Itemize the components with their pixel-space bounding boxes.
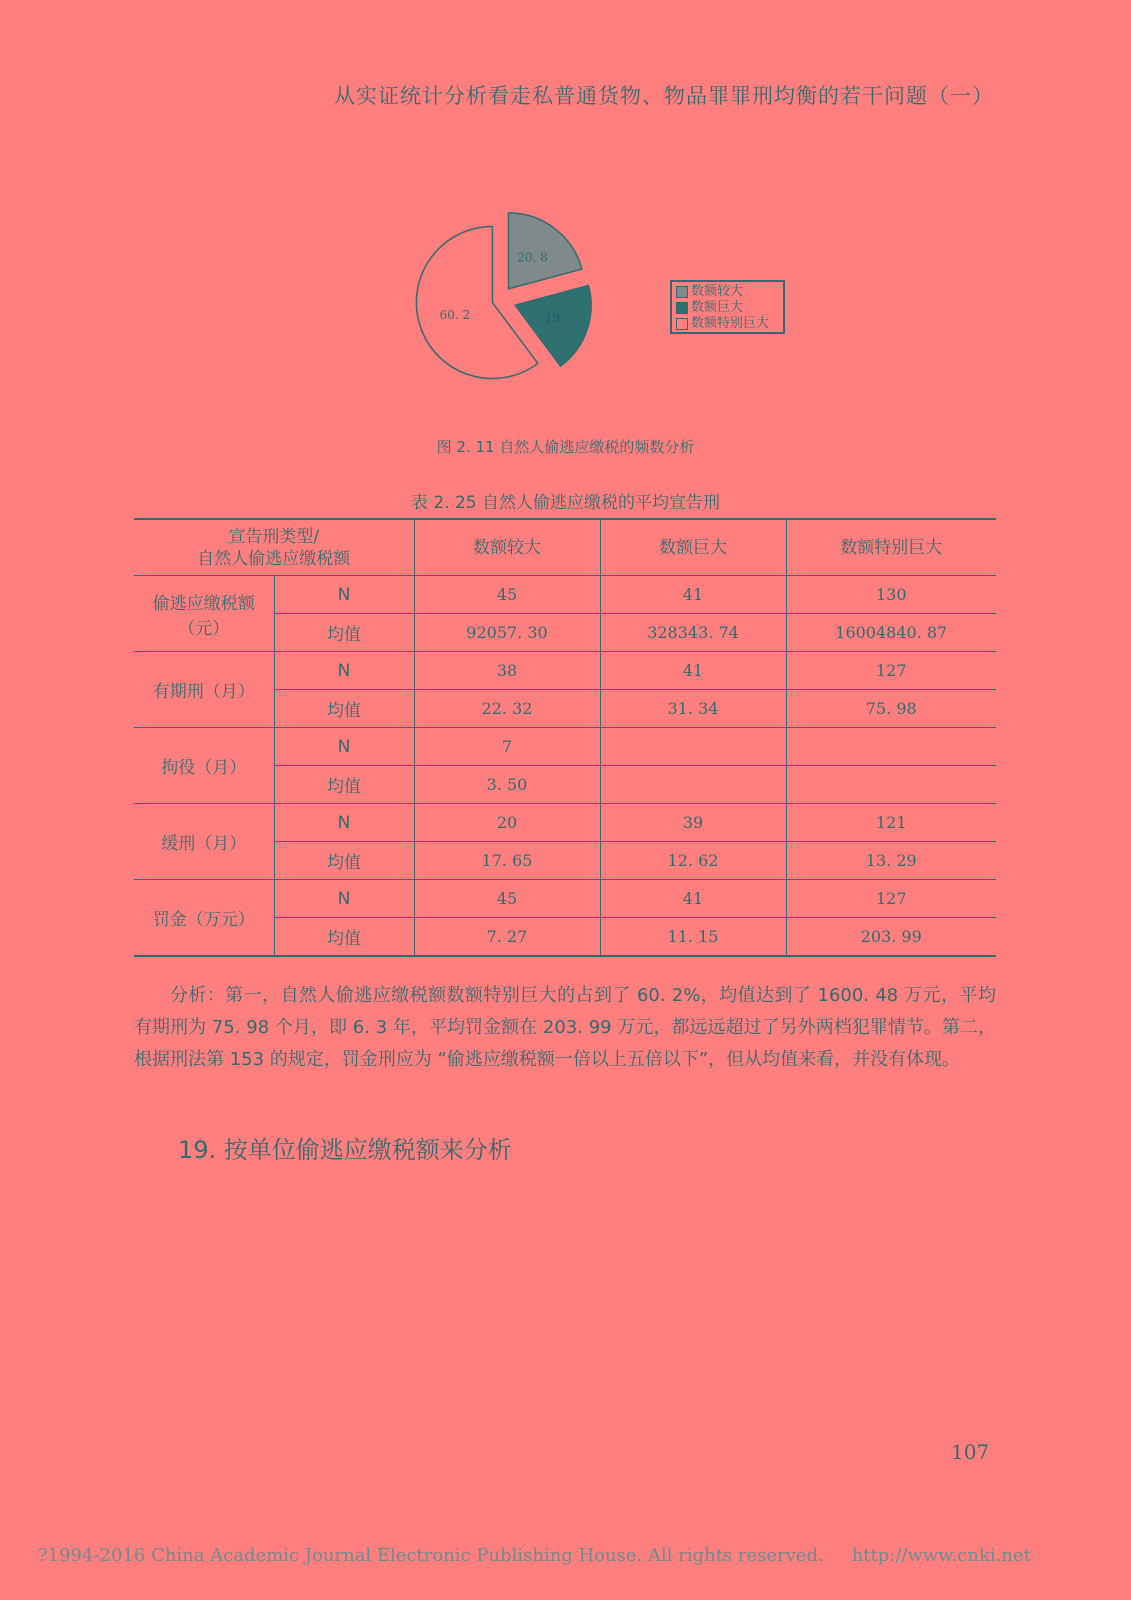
row-stat: 均值 xyxy=(274,918,414,957)
category-line1: 缓刑（月） xyxy=(161,834,247,854)
column-header: 数额较大 xyxy=(414,519,600,576)
table-cell: 127 xyxy=(786,652,996,690)
table-cell: 130 xyxy=(786,576,996,614)
pie-label-1: 19 xyxy=(544,311,561,326)
chart-legend xyxy=(670,280,785,334)
table-cell: 3. 50 xyxy=(414,766,600,804)
row-stat: N xyxy=(274,728,414,766)
category-line1: 有期刑（月） xyxy=(152,682,255,702)
legend-item-extra-huge xyxy=(676,316,779,332)
table-cell: 11. 15 xyxy=(600,918,786,957)
table-cell: 41 xyxy=(600,652,786,690)
row-category xyxy=(134,880,274,957)
table-cell: 127 xyxy=(786,880,996,918)
section-heading: 19. 按单位偷逃应缴税额来分析 xyxy=(178,1136,512,1164)
table-cell: 92057. 30 xyxy=(414,614,600,652)
table-corner-header xyxy=(134,519,414,576)
corner-line1: 宣告刑类型/ xyxy=(228,526,320,547)
row-stat: 均值 xyxy=(274,614,414,652)
footer-url: http://www.cnki.net xyxy=(851,1545,1031,1566)
table-cell: 12. 62 xyxy=(600,842,786,880)
table-cell: 20 xyxy=(414,804,600,842)
table-cell xyxy=(786,728,996,766)
table-cell: 75. 98 xyxy=(786,690,996,728)
pie-slices xyxy=(416,213,591,379)
legend-swatch xyxy=(676,286,688,298)
table-cell: 45 xyxy=(414,576,600,614)
table-cell: 31. 34 xyxy=(600,690,786,728)
analysis-paragraph: 分析：第一，自然人偷逃应缴税额数额特别巨大的占到了 60. 2%，均值达到了 1600. 48 万元，平均有期刑为 75. 98 个月，即 6. 3 年，平均罚金额在 203. 99 万元，都远远超过了另外两档犯罪情节。第二，根据刑法第 153 的规定，罚金刑应为 “偷逃应缴税额一倍以上五倍以下”，但从均值来看，并没有体现。 xyxy=(134,985,996,1070)
table-row xyxy=(134,804,996,842)
pie-label-2: 60. 2 xyxy=(439,307,471,322)
table-row xyxy=(134,652,996,690)
pie-label-0: 20. 8 xyxy=(517,250,548,265)
table-cell: 38 xyxy=(414,652,600,690)
pie-chart xyxy=(410,214,600,384)
row-stat: N xyxy=(274,652,414,690)
row-stat: 均值 xyxy=(274,842,414,880)
table-row xyxy=(134,880,996,918)
table-cell: 13. 29 xyxy=(786,842,996,880)
category-line2: （元） xyxy=(178,618,230,639)
legend-label: 数额特别巨大 xyxy=(691,316,770,331)
sentence-table xyxy=(134,518,996,957)
table-cell: 17. 65 xyxy=(414,842,600,880)
footer-copyright: ?1994-2016 China Academic Journal Electronic Publishing House. All rights reserved. xyxy=(38,1545,824,1566)
table-cell xyxy=(600,766,786,804)
row-category xyxy=(134,804,274,880)
row-category xyxy=(134,576,274,652)
table-cell xyxy=(786,766,996,804)
row-stat: 均值 xyxy=(274,690,414,728)
table-cell: 16004840. 87 xyxy=(786,614,996,652)
footer xyxy=(38,1545,1031,1566)
table-cell: 7. 27 xyxy=(414,918,600,957)
legend-swatch xyxy=(676,318,688,330)
row-stat: N xyxy=(274,880,414,918)
table-caption: 表 2. 25 自然人偷逃应缴税的平均宣告刑 xyxy=(410,493,721,513)
legend-item-huge xyxy=(676,300,779,316)
row-stat: 均值 xyxy=(274,766,414,804)
legend-swatch xyxy=(676,302,688,314)
table-row xyxy=(134,728,996,766)
table-cell: 7 xyxy=(414,728,600,766)
figure-caption: 图 2. 11 自然人偷逃应缴税的频数分析 xyxy=(436,438,695,456)
row-category xyxy=(134,652,274,728)
column-header: 数额巨大 xyxy=(600,519,786,576)
category-line1: 偷逃应缴税额 xyxy=(152,593,255,614)
table-cell: 203. 99 xyxy=(786,918,996,957)
table-cell: 22. 32 xyxy=(414,690,600,728)
table-cell: 41 xyxy=(600,880,786,918)
running-header: 从实证统计分析看走私普通货物、物品罪罪刑均衡的若干问题（一） xyxy=(334,84,994,108)
corner-line2: 自然人偷逃应缴税额 xyxy=(197,548,351,569)
table-row xyxy=(134,576,996,614)
row-category xyxy=(134,728,274,804)
table-header-row xyxy=(134,519,996,576)
column-header: 数额特别巨大 xyxy=(786,519,996,576)
table-cell xyxy=(600,728,786,766)
row-stat: N xyxy=(274,576,414,614)
legend-label: 数额巨大 xyxy=(691,300,744,315)
table-cell: 328343. 74 xyxy=(600,614,786,652)
page-number: 107 xyxy=(951,1440,990,1464)
table-cell: 39 xyxy=(600,804,786,842)
table-cell: 41 xyxy=(600,576,786,614)
table-cell: 45 xyxy=(414,880,600,918)
row-stat: N xyxy=(274,804,414,842)
category-line1: 罚金（万元） xyxy=(152,910,255,930)
category-line1: 拘役（月） xyxy=(161,758,247,778)
legend-item-large xyxy=(676,284,779,300)
legend-label: 数额较大 xyxy=(691,284,744,299)
table-cell: 121 xyxy=(786,804,996,842)
